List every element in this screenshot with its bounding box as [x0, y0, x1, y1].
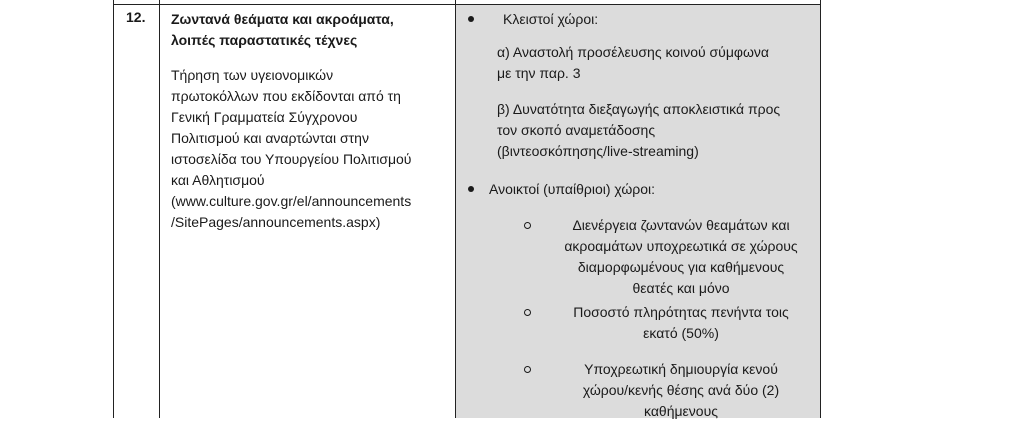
circle-bullet-icon: [524, 366, 531, 373]
circle-bullet-icon: [524, 309, 531, 316]
bullet-dot-icon: [468, 186, 474, 192]
bullet-dot-icon: [468, 16, 474, 22]
measures-table: 12. Ζωντανά θεάματα και ακροάματα, λοιπές παραστατικές τέχνες Τήρηση των υγειονομικών πρωτοκόλλων που εκδίδονται από τη Γενική Γραμματεία Σύγχρονου Πολιτισμού και αναρτώνται στην ιστοσελίδα του Υπουργείου Πολιτισμού και Αθλητισμού (www.culture.gov.gr/el/announcements /SitePages/announcements.aspx) Κλειστοί χώροι: α) Αναστολή προσέλευσης κοινού σύμφωνα με την παρ. 3 β) Δυνατότητα διεξαγωγής αποκλειστικά προς τον σκοπό αναμετάδοσης (βιντεοσκόπησης/live-streaming) Ανοικτοί (υπαίθριοι) χώροι: Διενέργεια ζωντανών θεαμάτων και ακροαμάτων υποχρεωτικά σε χώρους διαμορφωμένους για καθήμενους θεατές και μόνο Ποσοστό πληρότητας πενήντα τοις εκατό (50%) Υποχρεωτική δημιουργία κενού χώρου/κενής θέσης ανά δύο (2) καθήμενους: [113, 0, 821, 418]
column-divider: [455, 0, 456, 418]
row-top-border: [114, 4, 820, 5]
activity-description: Τήρηση των υγειονομικών πρωτοκόλλων που εκδίδονται από τη Γενική Γραμματεία Σύγχρονου Πολιτισμού και αναρτώνται στην ιστοσελίδα του Υπουργείου Πολιτισμού και Αθλητισμού (www.culture.gov.gr/el/announcements /SitePages/announcements.aspx): [171, 67, 412, 230]
circle-bullet-icon: [524, 222, 531, 229]
activity-cell: [171, 9, 451, 233]
row-number: 12.: [126, 9, 146, 25]
closed-measure-a: α) Αναστολή προσέλευσης κοινού σύμφωνα με την παρ. 3: [497, 44, 769, 81]
activity-title: Ζωντανά θεάματα και ακροάματα, λοιπές παραστατικές τέχνες: [171, 11, 394, 48]
closed-measure-b: β) Δυνατότητα διεξαγωγής αποκλειστικά προς τον σκοπό αναμετάδοσης (βιντεοσκόπησης/live-streaming): [497, 101, 781, 159]
column-divider: [159, 0, 160, 418]
